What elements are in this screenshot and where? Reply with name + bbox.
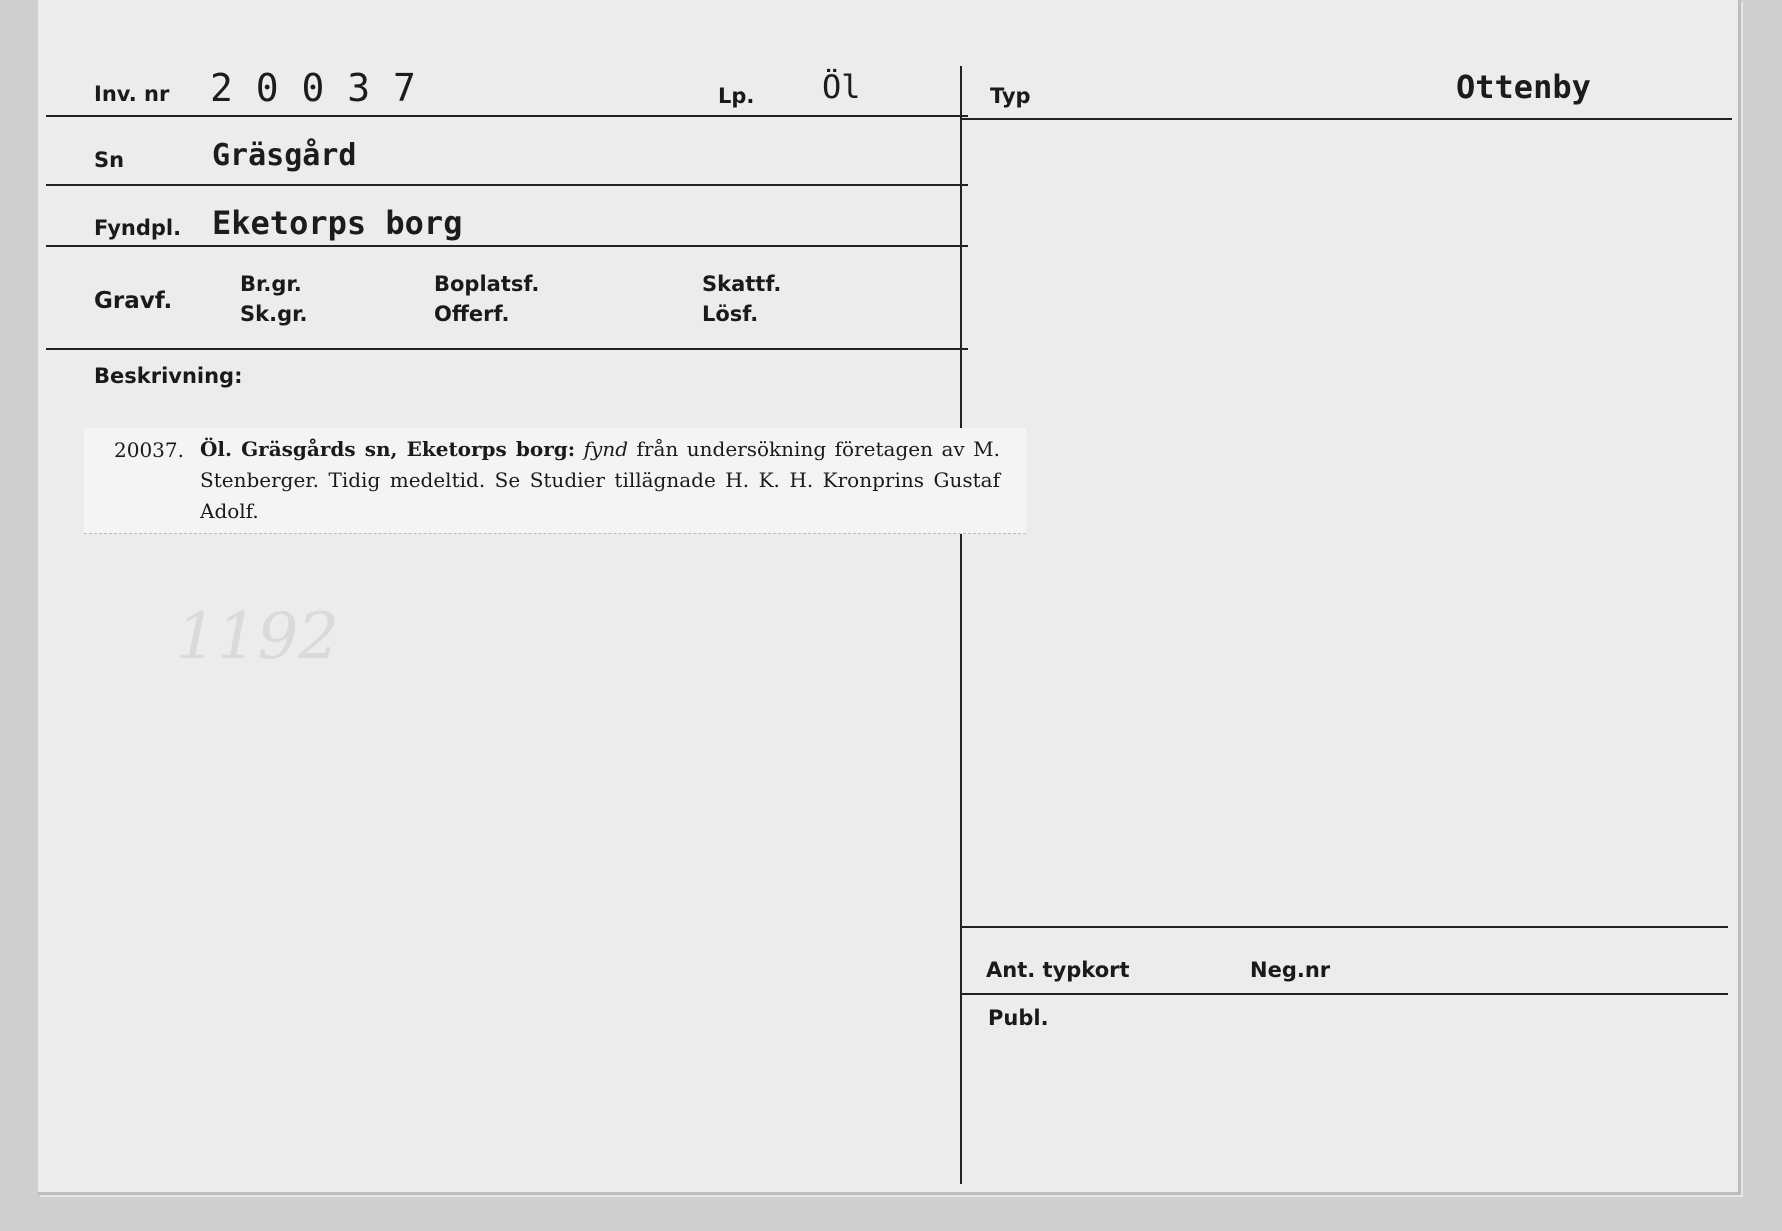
gravf-label: Gravf. (94, 288, 173, 314)
slip-text (200, 434, 1000, 527)
fyndpl-label: Fyndpl. (94, 216, 182, 240)
skattf-label: Skattf. (702, 272, 782, 296)
sn-value: Gräsgård (212, 138, 357, 173)
ant-typkort-label: Ant. typkort (986, 958, 1130, 982)
offerf-label: Offerf. (434, 302, 510, 326)
typ-value: Ottenby (1456, 68, 1591, 106)
brgr-label: Br.gr. (240, 272, 302, 296)
rule-sn (46, 184, 968, 186)
beskrivning-label: Beskrivning: (94, 364, 243, 388)
typ-label: Typ (990, 84, 1031, 108)
inv-nr-label: Inv. nr (94, 82, 170, 106)
inv-nr-value: 2 0 0 3 7 (210, 66, 416, 110)
catalog-card (38, 0, 1741, 1195)
rule-inv (46, 115, 968, 117)
slip-number: 20037. (114, 438, 184, 462)
publ-label: Publ. (988, 1006, 1049, 1030)
faint-pencil-number: 1192 (176, 600, 339, 674)
rule-ant-typkort-top (962, 926, 1728, 928)
rule-fyndpl (46, 245, 968, 247)
rule-typ (962, 118, 1732, 120)
lp-value: Öl (822, 68, 861, 106)
sn-label: Sn (94, 148, 125, 172)
neg-nr-label: Neg.nr (1250, 958, 1331, 982)
rule-publ-top (962, 993, 1728, 995)
rule-gravf (46, 348, 968, 350)
losf-label: Lösf. (702, 302, 759, 326)
column-divider (960, 66, 962, 1184)
boplatsf-label: Boplatsf. (434, 272, 540, 296)
slip-rest-text: från undersökning företagen av M. Stenberger. Tidig medeltid. Se Studier tillägnade H. K. H. Kronprins Gustaf Adolf. (200, 437, 1001, 523)
fyndpl-value: Eketorps borg (212, 204, 463, 242)
slip-bold-text: Öl. Gräsgårds sn, Eketorps borg: (200, 437, 576, 461)
pasted-description-slip (84, 428, 1026, 534)
skgr-label: Sk.gr. (240, 302, 308, 326)
slip-italic-text: fynd (583, 437, 629, 461)
lp-label: Lp. (718, 84, 755, 108)
